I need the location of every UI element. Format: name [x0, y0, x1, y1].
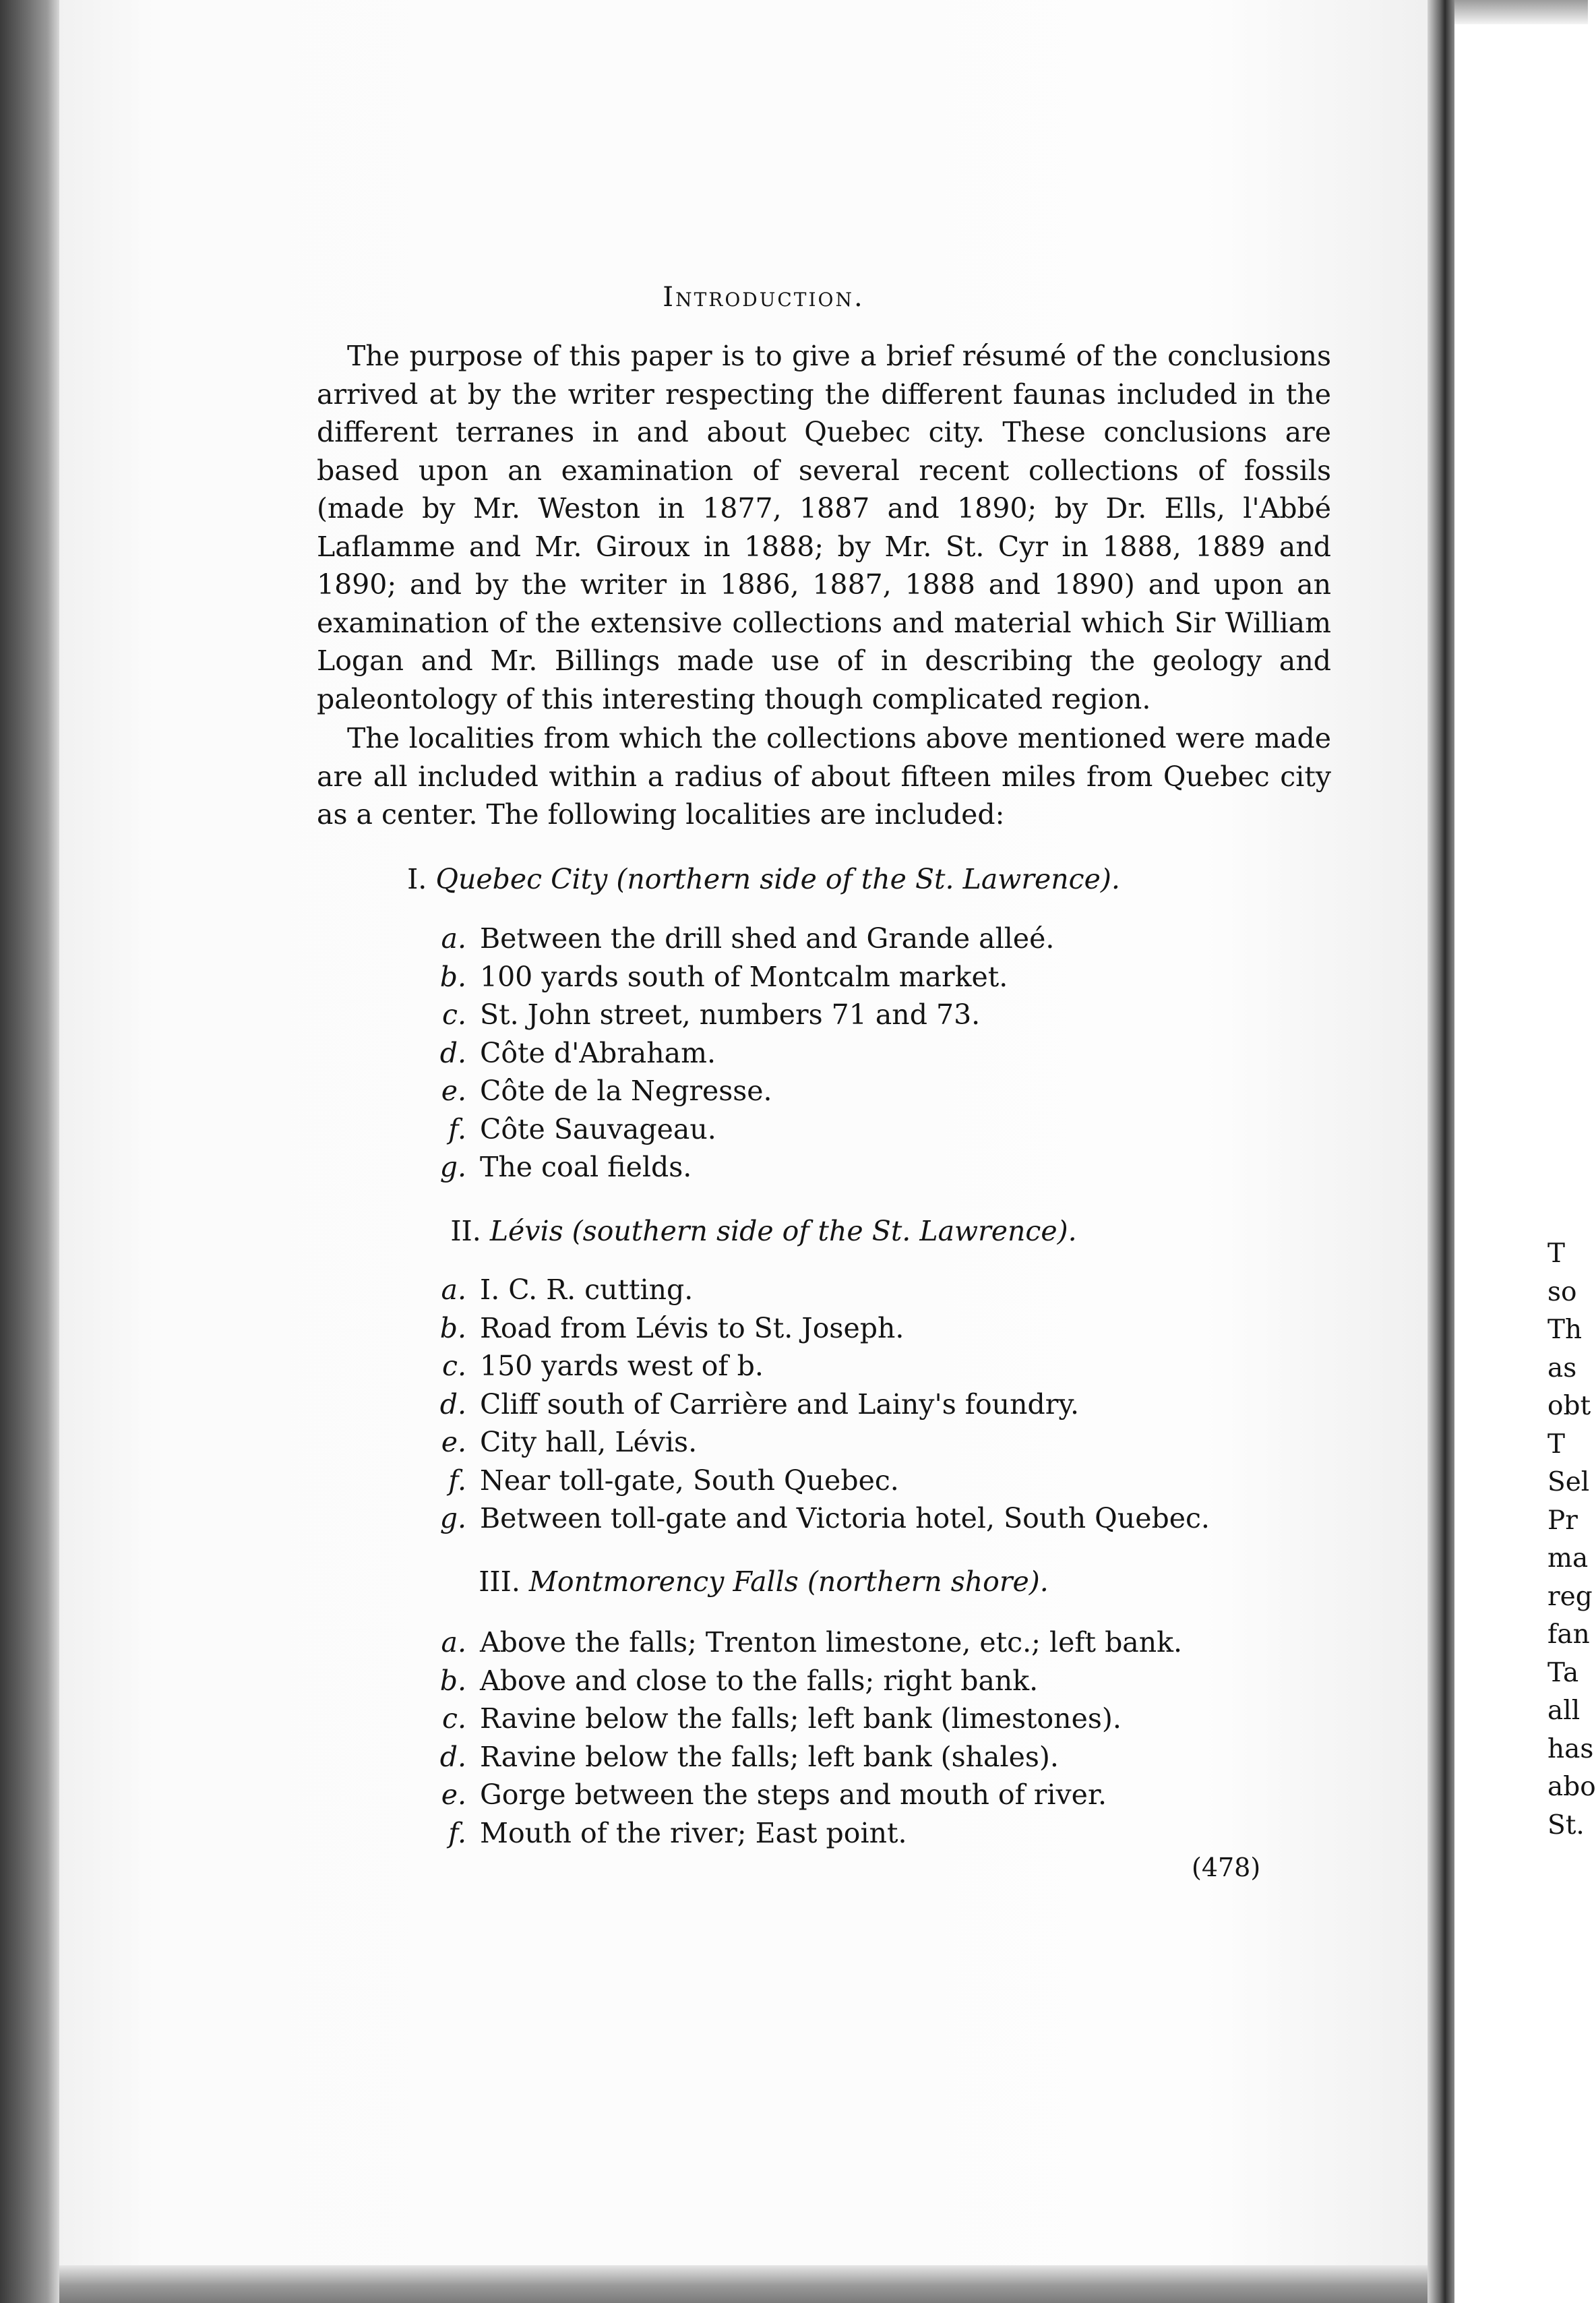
item-letter: d.: [439, 1387, 466, 1420]
item-text: Road from Lévis to St. Joseph.: [480, 1311, 904, 1344]
item-letter: a.: [441, 922, 466, 955]
fragment-line: Sel: [1547, 1467, 1590, 1497]
item-text: Near toll-gate, South Quebec.: [480, 1464, 899, 1497]
list-item: [418, 1499, 1429, 1538]
item-letter: d.: [439, 1036, 466, 1069]
item-letter: e.: [441, 1426, 466, 1458]
item-text: Côte d'Abraham.: [480, 1036, 716, 1069]
section-heading-text: Lévis (southern side of the St. Lawrence).: [489, 1215, 1077, 1247]
item-letter: c.: [442, 998, 466, 1031]
list-item: [418, 1423, 1429, 1462]
list-item: [418, 920, 1429, 958]
list-item: [418, 1385, 1429, 1424]
list-item: [418, 1662, 1429, 1700]
list-item: [418, 1148, 1429, 1187]
item-letter: d.: [439, 1740, 466, 1773]
item-text: Ravine below the falls; left bank (shales).: [480, 1740, 1059, 1773]
list-item: [418, 1623, 1429, 1662]
list-item: [418, 1271, 1429, 1309]
item-letter: g.: [439, 1502, 466, 1534]
fragment-line: obt: [1547, 1391, 1591, 1421]
item-text: 100 yards south of Montcalm market.: [480, 960, 1008, 993]
item-letter: a.: [441, 1626, 466, 1658]
fragment-line: St.: [1547, 1810, 1585, 1841]
item-letter: b.: [439, 960, 466, 993]
fragment-line: Ta: [1547, 1657, 1579, 1688]
fragment-line: Pr: [1547, 1505, 1578, 1536]
list-item: [418, 1700, 1429, 1738]
page-fold: [1428, 0, 1454, 2303]
fragment-line: ma: [1547, 1543, 1589, 1574]
list-item: [418, 1814, 1429, 1853]
item-letter: e.: [441, 1778, 466, 1811]
item-letter: c.: [442, 1350, 466, 1382]
locality-section-title: [0, 1215, 1558, 1247]
item-text: Côte Sauvageau.: [480, 1112, 716, 1145]
section-numeral: I.: [407, 863, 427, 895]
page-number: (478): [1192, 1853, 1261, 1882]
locality-list: [418, 920, 1429, 1187]
list-item: [418, 1462, 1429, 1500]
item-text: Mouth of the river; East point.: [480, 1816, 907, 1849]
fragment-line: has: [1547, 1733, 1594, 1764]
list-item: [418, 996, 1429, 1034]
scan-left-edge: [0, 0, 59, 2303]
list-item: [418, 1034, 1429, 1073]
fragment-line: so: [1547, 1276, 1577, 1307]
item-text: Gorge between the steps and mouth of river.: [480, 1778, 1107, 1811]
item-letter: a.: [441, 1274, 466, 1306]
item-letter: c.: [442, 1702, 466, 1735]
item-letter: f.: [448, 1816, 466, 1849]
item-text: City hall, Lévis.: [480, 1426, 698, 1458]
item-text: I. C. R. cutting.: [480, 1274, 694, 1306]
locality-list: [418, 1623, 1429, 1852]
locality-list: [418, 1271, 1429, 1538]
section-heading-text: Quebec City (northern side of the St. Lawrence).: [435, 863, 1120, 895]
locality-section-title: [0, 863, 1558, 895]
item-letter: b.: [439, 1664, 466, 1697]
item-text: St. John street, numbers 71 and 73.: [480, 998, 981, 1031]
list-item: [418, 1776, 1429, 1814]
fragment-line: abo: [1547, 1772, 1596, 1802]
fragment-line: fan: [1547, 1619, 1590, 1650]
section-numeral: II.: [450, 1215, 481, 1247]
intro-paragraph-2: The localities from which the collections above mentioned were made are all included within a radius of about fifteen miles from Quebec city as a center. The following localities are included:: [317, 722, 1331, 831]
item-text: Above and close to the falls; right bank.: [480, 1664, 1039, 1697]
list-item: [418, 1347, 1429, 1385]
item-letter: b.: [439, 1311, 466, 1344]
fragment-line: as: [1547, 1352, 1577, 1383]
scan-bottom-edge: [59, 2265, 1434, 2303]
fragment-line: Th: [1547, 1315, 1583, 1345]
fragment-line: reg: [1547, 1581, 1593, 1612]
section-numeral: III.: [479, 1565, 520, 1598]
item-letter: f.: [448, 1464, 466, 1497]
list-item: [418, 1072, 1429, 1110]
intro-paragraph-1: The purpose of this paper is to give a brief résumé of the conclusions arrived at by the writer respecting the different faunas included in the different terranes in and about Quebec city. These conclusions are based upon an examination of several recent collections of fossils (made by Mr. Weston in 1877, 1887 and 1890; by Dr. Ells, l'Abbé Laflamme and Mr. Giroux in 1888; by Mr. St. Cyr in 1888, 1889 and 1890; and by the writer in 1886, 1887, 1888 and 1890) and upon an examination of the extensive collections and material which Sir William Logan and Mr. Billings made use of in describing the geology and paleontology of this interesting though complicated region.: [317, 340, 1331, 715]
fragment-line: T: [1547, 1429, 1566, 1460]
item-text: Cliff south of Carrière and Lainy's foundry.: [480, 1387, 1080, 1420]
fragment-line: T: [1547, 1238, 1566, 1269]
list-item: [418, 1110, 1429, 1149]
item-text: The coal fields.: [480, 1151, 692, 1183]
item-text: Ravine below the falls; left bank (limestones).: [480, 1702, 1122, 1735]
list-item: [418, 1309, 1429, 1348]
locality-section-title: [0, 1565, 1558, 1598]
item-letter: g.: [439, 1151, 466, 1183]
item-letter: f.: [448, 1112, 466, 1145]
list-item: [418, 958, 1429, 996]
item-letter: e.: [441, 1075, 466, 1107]
item-text: Côte de la Negresse.: [480, 1075, 772, 1107]
item-text: Between the drill shed and Grande alleé.: [480, 922, 1055, 955]
fragment-line: all: [1547, 1696, 1580, 1726]
list-item: [418, 1738, 1429, 1776]
item-text: Above the falls; Trenton limestone, etc.; left bank.: [480, 1626, 1183, 1658]
facing-page-fragment: [1547, 1235, 1596, 1845]
item-text: 150 yards west of b.: [480, 1350, 764, 1382]
section-heading-text: Montmorency Falls (northern shore).: [528, 1565, 1049, 1598]
item-text: Between toll-gate and Victoria hotel, South Quebec.: [480, 1502, 1210, 1534]
fold-shadow: [1454, 0, 1588, 24]
section-heading: Introduction.: [663, 282, 865, 313]
